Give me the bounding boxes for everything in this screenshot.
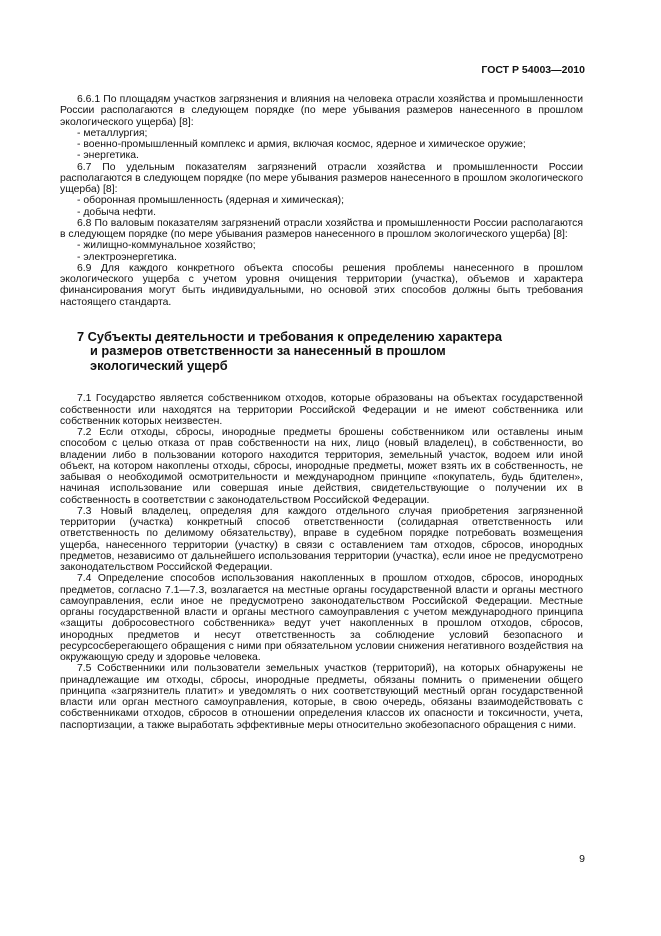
paragraph-7-1: 7.1 Государство является собственником отходов, которые образованы на объектах государственной собственности или находятся на территории Российской Федерации и не имеют собственника или собственник которых неизвестен. (60, 393, 583, 427)
section-title-line: 7 Субъекты деятельности и требования к определению характера (77, 328, 502, 344)
section-title-line: и размеров ответственности за нанесенный в прошлом (90, 343, 446, 359)
list-item: - оборонная промышленность (ядерная и химическая); (77, 195, 344, 207)
paragraph-6-7: 6.7 По удельным показателям загрязнений отрасли хозяйства и промышленности России располагаются в следующем порядке (по мере убывания размеров нанесенного в прошлом экологического ущерба) [8]: (60, 161, 583, 195)
paragraph-6-6-1: 6.6.1 По площадям участков загрязнения и влияния на человека отрасли хозяйства и промышленности России располагаются в следующем порядке (по мере убывания размеров нанесенного в прошлом экологического ущерба) [8]: (60, 94, 583, 128)
section-6-continuation (60, 94, 583, 308)
list-item: - металлургия; (77, 127, 148, 139)
section-7-body (60, 393, 583, 731)
list-item: - добыча нефти. (77, 206, 156, 218)
paragraph-7-5: 7.5 Собственники или пользователи земельных участков (территорий), на которых обнаружены не принадлежащие им отходы, сбросы, инородные предметы, обязаны помнить о применении общего принципа «загрязнитель платит» и уведомлять о них соответствующий местный орган государственной власти или орган местного самоуправления, которые, в свою очередь, обязаны взаимодействовать с собственниками отходов, сбросов в отношении определения классов их опасности и токсичности, учета, паспортизации, а также выработать эффективные меры относительно экобезопасного обращения с ними. (60, 663, 583, 731)
list-item: - военно-промышленный комплекс и армия, включая космос, ядерное и химическое оружие; (77, 139, 526, 150)
paragraph-7-2: 7.2 Если отходы, сбросы, инородные предметы брошены собственником или оставлены иным способом с целью отказа от прав собственности на них, лицо (новый владелец), в собственности, во владении либо в пользовании которого находится территория, земельный участок, водоем или иной объект, на котором накоплены отходы, сбросы, инородные предметы, может взять их в собственность, не забывая о необходимой осмотрительности и международном принципе «покупатель, будь бдителен», начиная использование или совершая иные действия, свидетельствующие о получении их в собственность в соответствии с законодательством Российской Федерации. (60, 427, 583, 506)
list-item: - жилищно-коммунальное хозяйство; (77, 240, 256, 252)
list-item: - электроэнергетика. (77, 251, 177, 263)
document-body (60, 68, 583, 731)
paragraph-6-9: 6.9 Для каждого конкретного объекта способы решения проблемы нанесенного в прошлом экологического ущерба с учетом уровня очищения территории (участка), объемов и характера финансирования могут быть индивидуальными, но основой этих способов должны быть требования настоящего стандарта. (60, 262, 583, 308)
section-7-title (60, 330, 583, 374)
paragraph-6-8: 6.8 По валовым показателям загрязнений отрасли хозяйства и промышленности России располагаются в следующем порядке (по мере убывания размеров нанесенного в прошлом экологического ущерба) [8]: (60, 217, 583, 240)
page-number: 9 (579, 853, 585, 865)
paragraph-7-4: 7.4 Определение способов использования накопленных в прошлом отходов, сбросов, инородных предметов, согласно 7.1—7.3, возлагается на местные органы государственной власти и органы местного самоуправления, если иное не предусмотрено законодательством Российской Федерации. Местные органы государственной власти и органы местного самоуправления с учетом международного принципа «защиты добросовестного собственника» ведут учет накопленных в прошлом отходов, сбросов, инородных предметов и несут ответственность за соблюдение условий безопасного и ресурсосберегающего обращения с ними при обязательном условии снижения негативного воздействия на окружающую среду и здоровье человека. (60, 573, 583, 663)
section-title-line: экологический ущерб (90, 357, 228, 373)
document-header: ГОСТ Р 54003—2010 (481, 64, 585, 76)
paragraph-7-3: 7.3 Новый владелец, определяя для каждого отдельного случая приобретения загрязненной территории (участка) конкретный способ ответственности (солидарная ответственность или ответственность по делимому обязательству), вправе в судебном порядке потребовать возмещения ущерба, нанесенного территории (участку) в связи с оставлением там отходов, сбросов, инородных предметов, независимо от дальнейшего использования территории (участка), если иное не предусмотрено законодательством Российской Федерации. (60, 505, 583, 573)
list-item: - энергетика. (77, 150, 139, 162)
